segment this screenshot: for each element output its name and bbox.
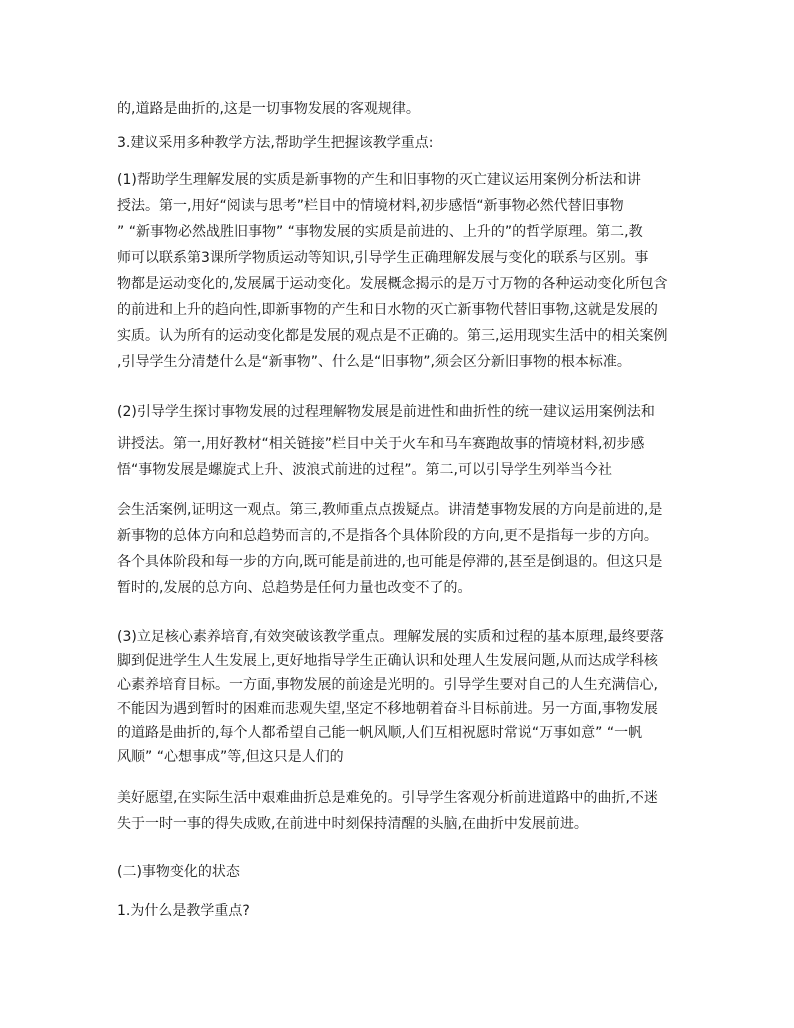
paragraph-point-3 xyxy=(117,625,677,769)
paragraph-point-1 xyxy=(117,167,677,375)
paragraph-point-2 xyxy=(117,399,677,483)
paragraph-point-2-continued xyxy=(117,497,677,601)
text-line: 物都是运动变化的,发展属于运动变化。发展概念揭示的是万寸万物的各种运动变化所包含 xyxy=(117,276,668,292)
text-line: 1.为什么是教学重点? xyxy=(117,903,250,919)
text-line: 各个具体阶段和每一步的方向,既可能是前进的,也可能是停滞的,甚至是倒退的。但这只是 xyxy=(117,554,663,570)
section-heading xyxy=(117,859,677,885)
text-line: 新事物的总体方向和总趋势而言的,不是指各个具体阶段的方向,更不是指每一步的方向。 xyxy=(117,528,658,544)
sub-heading xyxy=(117,898,677,924)
text-line: (二)事物变化的状态 xyxy=(117,864,240,880)
text-line: 心素养培育目标。一方面,事物发展的前途是光明的。引导学生要对自己的人生充满信心, xyxy=(117,677,658,693)
heading-teaching-methods xyxy=(117,130,677,156)
text-line: (2)引导学生探讨事物发展的过程理解物发展是前进性和曲折性的统一建议运用案例法和 xyxy=(117,404,655,420)
paragraph-intro-tail xyxy=(117,96,677,122)
text-line: (3)立足核心素养培育,有效突破该教学重点。理解发展的实质和过程的基本原理,最终要落 xyxy=(117,629,664,645)
text-line: (1)帮助学生理解发展的实质是新事物的产生和旧事物的灭亡建议运用案例分析法和讲 xyxy=(117,172,641,188)
text-line: 会生活案例,证明这一观点。第三,教师重点点拨疑点。讲清楚事物发展的方向是前进的,是 xyxy=(117,502,663,518)
text-line: 美好愿望,在实际生活中艰难曲折总是难免的。引导学生客观分析前进道路中的曲折,不迷 xyxy=(117,790,658,806)
text-line: 风顺” “心想事成”等,但这只是人们的 xyxy=(117,749,344,765)
text-line: 授法。第一,用好“阅读与思考”栏目中的情境材料,初步感悟“新事物必然代替旧事物 xyxy=(117,198,624,214)
text-line: ” “新事物必然战胜旧事物” “事物发展的实质是前进的、上升的”的哲学原理。第二,教 xyxy=(117,224,643,240)
text-line: 不能因为遇到暂时的困难而悲观失望,坚定不移地朝着奋斗目标前进。另一方面,事物发展 xyxy=(117,701,658,717)
text-line: 的,道路是曲折的,这是一切事物发展的客观规律。 xyxy=(117,101,420,117)
paragraph-point-3-continued xyxy=(117,785,677,837)
text-line: 悟“事物发展是螺旋式上升、波浪式前进的过程”。第二,可以引导学生列举当今社 xyxy=(117,462,612,478)
text-line: 脚到促进学生人生发展上,更好地指导学生正确认识和处理人生发展问题,从而达成学科核 xyxy=(117,653,658,669)
text-line: 的前进和上升的趋向性,即新事物的产生和日水物的灭亡新事物代替旧事物,这就是发展的 xyxy=(117,302,658,318)
text-line: 讲授法。第一,用好教材“相关链接”栏目中关于火车和马车赛跑故事的情境材料,初步感 xyxy=(117,436,645,452)
text-line: 失于一时一事的得失成败,在前进中时刻保持清醒的头脑,在曲折中发展前进。 xyxy=(117,816,588,832)
text-line: 实质。认为所有的运动变化都是发展的观点是不正确的。第三,运用现实生活中的相关案例 xyxy=(117,328,668,344)
text-line: ,引导学生分清楚什么是“新事物”、什么是“旧事物”,须会区分新旧事物的根本标准。 xyxy=(117,354,631,370)
text-line: 暂时的,发展的总方向、总趋势是任何力量也改变不了的。 xyxy=(117,580,472,596)
text-line: 师可以联系第3课所学物质运动等知识,引导学生正确理解发展与变化的联系与区别。事 xyxy=(117,250,649,266)
text-line: 的道路是曲折的,每个人都希望自己能一帆风顺,人们互相祝愿时常说“万事如意” “一帆 xyxy=(117,725,643,741)
text-line: 3.建议采用多种教学方法,帮助学生把握该教学重点: xyxy=(117,135,434,151)
